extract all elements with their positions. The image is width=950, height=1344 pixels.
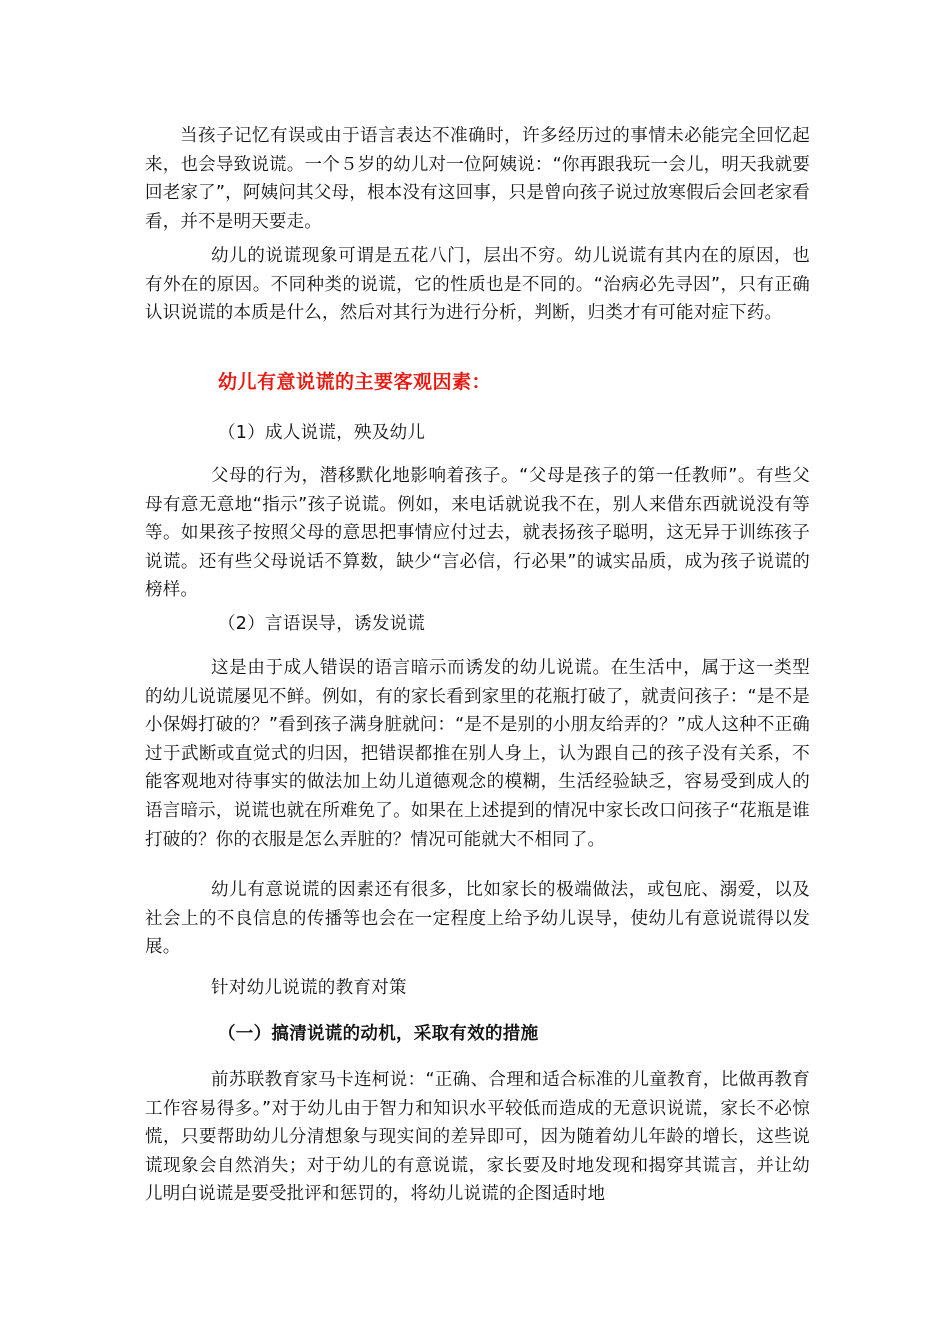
paragraph-makarenko-quote: 前苏联教育家马卡连柯说：“正确、合理和适合标准的儿童教育，比做再教育工作容易得多。”对于幼儿由于智力和知识水平较低而造成的无意识说谎，家长不必惊慌，只要帮助幼儿分清想象与现实间的差异即可，因为随着幼儿年龄的增长，这些说谎现象会自然消失；对于幼儿的有意说谎，家长要及时地发现和揭穿其谎言，并让幼儿明白说谎是要受批评和惩罚的，将幼儿说谎的企图适时地 (145, 1070, 810, 1205)
paragraph-memory-error: 当孩子记忆有误或由于语言表达不准确时，许多经历过的事情未必能完全回忆起来，也会导致说谎。一个５岁的幼儿对一位阿姨说：“你再跟我玩一会儿，明天我就要回老家了”，阿姨问其父母，根本没有这回事，只是曾向孩子说过放寒假后会回老家看看，并不是明天要走。 (145, 126, 810, 232)
paragraph-parent-behavior: 父母的行为，潜移默化地影响着孩子。“父母是孩子的第一任教师”。有些父母有意无意地“指示”孩子说谎。例如，来电话就说我不在，别人来借东西就说没有等等。如果孩子按照父母的意思把事情应付过去，就表扬孩子聪明，这无异于训练孩子说谎。还有些父母说话不算数，缺少“言必信，行必果”的诚实品质，成为孩子说谎的榜样。 (145, 466, 810, 601)
subheading-education-strategies: 针对幼儿说谎的教育对策 (211, 978, 407, 998)
subheading-clarify-motive: （一）搞清说谎的动机，采取有效的措施 (218, 1024, 539, 1044)
paragraph-lying-types: 幼儿的说谎现象可谓是五花八门，层出不穷。幼儿说谎有其内在的原因，也有外在的原因。不同种类的说谎，它的性质也是不同的。“治病必先寻因”，只有正确认识说谎的本质是什么，然后对其行为进行分析，判断，归类才有可能对症下药。 (145, 246, 810, 324)
paragraph-verbal-suggestion: 这是由于成人错误的语言暗示而诱发的幼儿说谎。在生活中，属于这一类型的幼儿说谎屡见不鲜。例如，有的家长看到家里的花瓶打破了，就责问孩子：“是不是小保姆打破的？”看到孩子满身脏就问：“是不是别的小朋友给弄的？”成人这种不正确过于武断或直觉式的归因，把错误都推在别人身上，认为跟自己的孩子没有关系，不能客观地对待事实的做法加上幼儿道德观念的模糊，生活经验缺乏，容易受到成人的语言暗示，说谎也就在所难免了。如果在上述提到的情况中家长改口问孩子“花瓶是谁打破的？你的衣服是怎么弄脏的？情况可能就大不相同了。 (145, 658, 810, 850)
subheading-verbal-misguidance: （2）言语误导，诱发说谎 (218, 614, 426, 634)
paragraph-other-factors: 幼儿有意说谎的因素还有很多，比如家长的极端做法，或包庇、溺爱，以及社会上的不良信息的传播等也会在一定程度上给予幼儿误导，使幼儿有意说谎得以发展。 (145, 880, 810, 958)
section-heading-objective-factors: 幼儿有意说谎的主要客观因素： (218, 371, 492, 393)
subheading-adult-lying: （1）成人说谎，殃及幼儿 (218, 423, 426, 443)
